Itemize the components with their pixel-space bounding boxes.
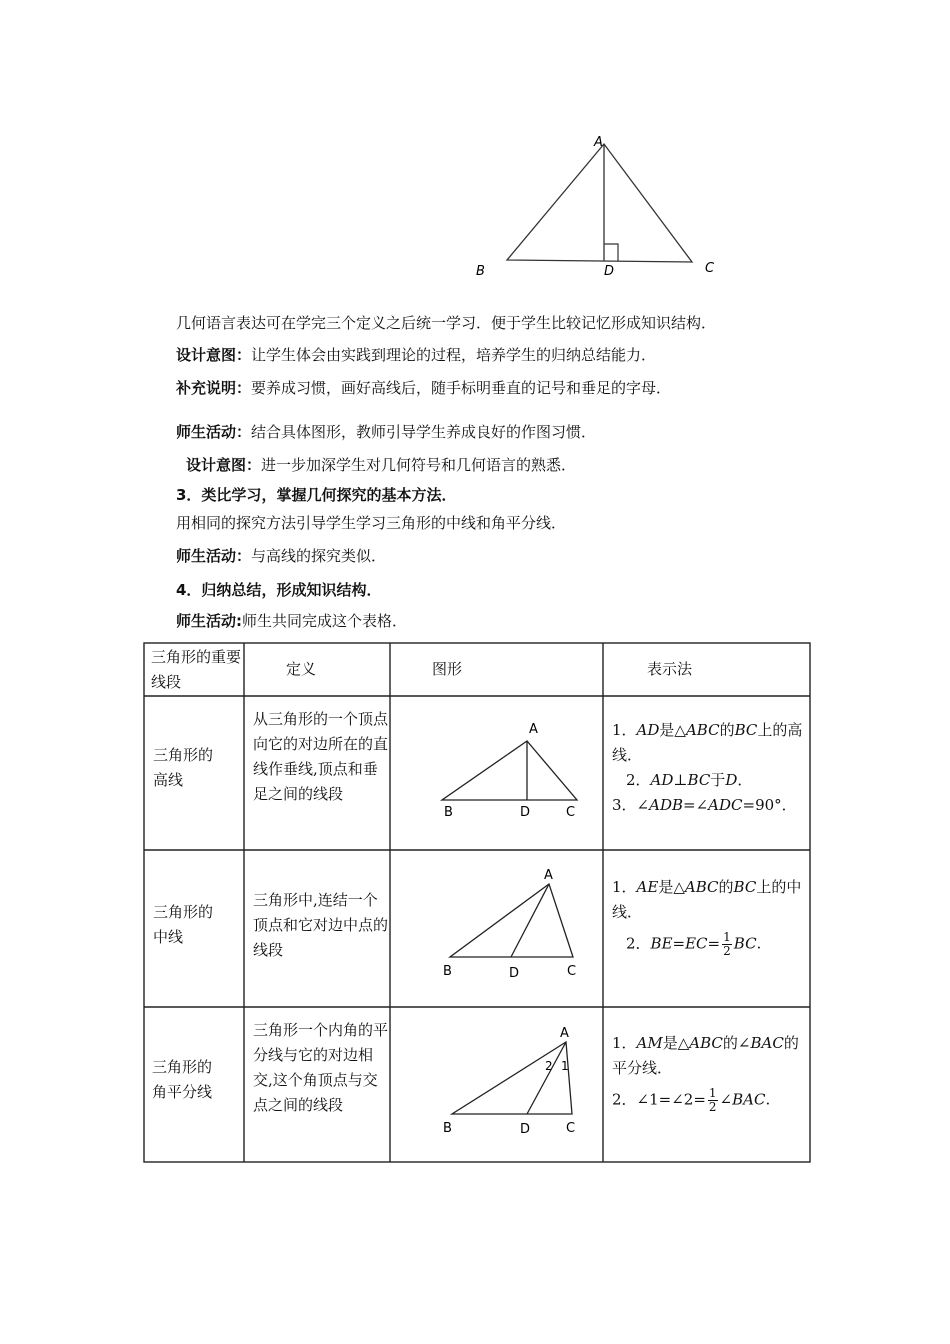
bisector-line xyxy=(527,1042,566,1114)
altitude-label-d: D xyxy=(520,805,531,820)
altitude-notation-line-2: 2．AD⊥BC于D． xyxy=(626,771,753,789)
header-segment: 三角形的重要线段 xyxy=(151,648,242,691)
design-intent-text-2: 进一步加深学生对几何符号和几何语言的熟悉． xyxy=(261,456,577,474)
bisector-triangle xyxy=(452,1042,572,1114)
header-definition: 定义 xyxy=(286,660,317,678)
median-fraction-half: $\frac{1}{2}$ xyxy=(723,930,731,958)
top-label-b: B xyxy=(476,264,485,279)
activity-label: 师生活动： xyxy=(176,423,252,441)
row-median-notation xyxy=(612,875,806,958)
median-label-d: D xyxy=(509,966,520,981)
top-right-angle-mark xyxy=(604,244,618,261)
row-bisector-figure xyxy=(430,1020,600,1145)
altitude-label-b: B xyxy=(444,805,453,820)
row-altitude-definition: 从三角形的一个顶点向它的对边所在的直线作垂线,顶点和垂足之间的线段 xyxy=(253,710,389,803)
paragraph-method: 用相同的探究方法引导学生学习三角形的中线和角平分线． xyxy=(176,514,567,532)
row-median-name: 三角形的中线 xyxy=(153,903,214,946)
design-intent-label-2: 设计意图： xyxy=(186,456,262,474)
row-altitude-figure xyxy=(430,715,600,825)
top-label-a: A xyxy=(594,135,603,150)
altitude-label-c: C xyxy=(566,805,576,820)
heading-analogy-learning xyxy=(176,485,456,505)
activity-text-3: 师生共同完成这个表格． xyxy=(242,612,408,630)
median-notation-line-1: 1．AE是△ABC的BC上的中线． xyxy=(612,878,802,921)
median-label-b: B xyxy=(443,964,452,979)
bisector-label-b: B xyxy=(443,1121,452,1136)
row-altitude-name: 三角形的高线 xyxy=(153,746,214,789)
supplement-label: 补充说明： xyxy=(176,379,252,397)
heading-summary xyxy=(176,580,381,600)
activity-label-3: 师生活动: xyxy=(176,612,242,630)
median-label-a: A xyxy=(544,868,553,883)
bisector-label-c: C xyxy=(566,1121,576,1136)
bisector-label-a: A xyxy=(560,1026,569,1041)
top-triangle xyxy=(507,144,692,262)
top-label-d: D xyxy=(604,264,615,279)
altitude-notation-line-1: 1．AD是△ABC的BC上的高线． xyxy=(612,721,803,764)
paragraph-design-intent-2 xyxy=(186,455,576,475)
row-altitude-notation xyxy=(612,718,806,818)
altitude-notation-line-3: 3．∠ADB=∠ADC=90°． xyxy=(612,796,797,814)
supplement-text: 要养成习惯，画好高线后，随手标明垂直的记号和垂足的字母． xyxy=(251,379,672,397)
altitude-label-a: A xyxy=(529,722,538,737)
header-figure: 图形 xyxy=(432,660,463,678)
bisector-angle-1: 1 xyxy=(561,1059,569,1073)
bisector-notation-line-2: 2．∠1=∠2= $\frac{1}{2}$ ∠BAC. xyxy=(612,1086,771,1114)
design-intent-label: 设计意图： xyxy=(176,346,252,364)
design-intent-text: 让学生体会由实践到理论的过程，培养学生的归纳总结能力． xyxy=(251,346,657,364)
bisector-notation-line-1: 1．AM是△ABC的∠BAC的平分线． xyxy=(612,1034,799,1077)
row-bisector-name: 三角形的角平分线 xyxy=(152,1058,213,1101)
heading-3-text: 3．类比学习，掌握几何探究的基本方法． xyxy=(176,486,457,504)
activity-label-2: 师生活动： xyxy=(176,547,252,565)
activity-text-2: 与高线的探究类似． xyxy=(251,547,387,565)
header-notation: 表示法 xyxy=(647,660,693,678)
top-triangle-figure xyxy=(470,130,730,280)
altitude-triangle xyxy=(442,741,577,800)
row-median-figure xyxy=(430,862,600,987)
bisector-angle-2: 2 xyxy=(545,1059,553,1073)
row-bisector-notation xyxy=(612,1031,806,1114)
activity-text: 结合具体图形，教师引导学生养成良好的作图习惯． xyxy=(251,423,597,441)
median-label-c: C xyxy=(567,964,577,979)
paragraph-activity-2 xyxy=(176,546,386,566)
paragraph-geometry-language: 几何语言表达可在学完三个定义之后统一学习．便于学生比较记忆形成知识结构． xyxy=(176,314,717,332)
row-bisector-definition: 三角形一个内角的平分线与它的对边相交,这个角顶点与交点之间的线段 xyxy=(253,1021,389,1114)
paragraph-activity-3 xyxy=(176,611,407,631)
paragraph-activity-1 xyxy=(176,422,596,442)
median-notation-line-2: 2．BE=EC= $\frac{1}{2}$ BC. xyxy=(626,930,762,958)
median-line xyxy=(511,884,549,957)
median-triangle xyxy=(450,884,573,957)
row-median-definition: 三角形中,连结一个顶点和它对边中点的线段 xyxy=(253,891,389,959)
top-label-c: C xyxy=(705,261,715,276)
paragraph-design-intent-1 xyxy=(176,345,656,365)
bisector-label-d: D xyxy=(520,1122,531,1137)
paragraph-supplement xyxy=(176,378,671,398)
bisector-fraction-half: $\frac{1}{2}$ xyxy=(708,1086,717,1114)
heading-4-text: 4．归纳总结，形成知识结构． xyxy=(176,581,382,599)
